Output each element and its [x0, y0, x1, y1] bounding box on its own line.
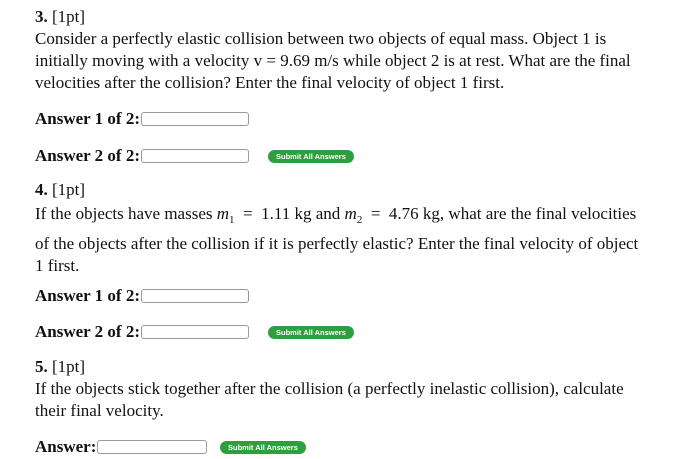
- m2-value: = 4.76 kg, what are the final velocities: [362, 204, 637, 223]
- m2-symbol: m: [344, 204, 357, 223]
- question-points: [1pt]: [52, 180, 86, 199]
- q3-submit-button[interactable]: Submit All Answers: [268, 150, 354, 163]
- q3-answer-1-input[interactable]: [141, 112, 249, 126]
- question-4-text-line-2: of the objects after the collision if it is perfectly elastic? Enter the final velocity of object: [35, 234, 639, 253]
- q4-answer-2-row: [35, 321, 249, 343]
- q3-answer-1-label: Answer 1 of 2:: [35, 109, 140, 128]
- question-3-text-line-2: initially moving with a velocity v = 9.69 m/s while object 2 is at rest. What are the final: [35, 51, 631, 70]
- question-4-header: [35, 179, 694, 201]
- m1-subscript: 1: [229, 214, 235, 226]
- q4-answer-2-label: Answer 2 of 2:: [35, 322, 140, 341]
- q5-answer-label: Answer:: [35, 437, 97, 456]
- question-number: 5.: [35, 357, 48, 376]
- q4-answer-1-label: Answer 1 of 2:: [35, 286, 140, 305]
- question-5-header: [35, 356, 694, 378]
- question-number: 4.: [35, 180, 48, 199]
- question-5: [35, 356, 694, 422]
- m1-value: = 1.11 kg and: [234, 204, 345, 223]
- question-4-text-line-3: 1 first.: [35, 256, 80, 275]
- q3-answer-2-row: [35, 145, 249, 167]
- q3-answer-1-row: [35, 108, 249, 130]
- question-3: [35, 6, 694, 94]
- question-4: [35, 179, 694, 277]
- question-5-text-line-2: their final velocity.: [35, 401, 164, 420]
- m1-symbol: m: [216, 204, 230, 223]
- q5-answer-input[interactable]: [97, 440, 207, 454]
- q4-answer-1-input[interactable]: [141, 289, 249, 303]
- m2-subscript: 2: [356, 214, 363, 226]
- q4-text-pre: If the objects have masses: [35, 204, 217, 223]
- question-points: [1pt]: [52, 357, 86, 376]
- question-points: [1pt]: [52, 7, 86, 26]
- q5-submit-button[interactable]: Submit All Answers: [220, 441, 306, 454]
- question-3-text-line-1: Consider a perfectly elastic collision between two objects of equal mass. Object 1 is: [35, 29, 607, 48]
- q4-submit-button[interactable]: Submit All Answers: [268, 326, 354, 339]
- question-4-text-line-1: [35, 201, 694, 233]
- q4-answer-1-row: [35, 285, 249, 307]
- question-3-text-line-3: velocities after the collision? Enter the final velocity of object 1 first.: [35, 73, 505, 92]
- q3-answer-2-label: Answer 2 of 2:: [35, 146, 140, 165]
- question-3-header: [35, 6, 694, 28]
- q4-answer-2-input[interactable]: [141, 325, 249, 339]
- q5-answer-row: [35, 436, 207, 458]
- q3-answer-2-input[interactable]: [141, 149, 249, 163]
- question-number: 3.: [35, 7, 48, 26]
- question-5-text-line-1: If the objects stick together after the collision (a perfectly inelastic collision), calculate: [35, 379, 624, 398]
